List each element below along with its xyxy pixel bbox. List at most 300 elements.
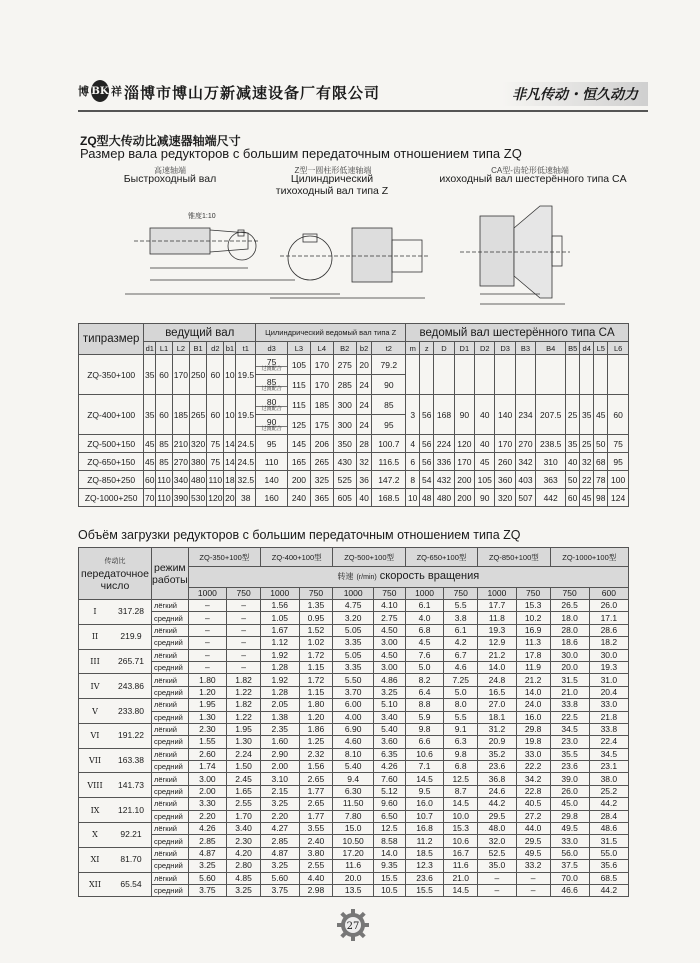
t1-cell: 35 bbox=[144, 395, 156, 435]
t2-cell: 1.55 bbox=[188, 736, 226, 748]
t2-cell: 10.50 bbox=[333, 835, 373, 847]
t2-cell: 8.58 bbox=[373, 835, 405, 847]
t1-size-cell: ZQ-400+100 bbox=[79, 395, 144, 435]
t2-cell: – bbox=[516, 872, 550, 884]
t1-cell bbox=[420, 355, 434, 395]
t2-cell: 10.0 bbox=[444, 810, 478, 822]
t1-cell: 60 bbox=[608, 395, 629, 435]
t1-cell bbox=[594, 355, 608, 395]
t2-ratio-value: 191.22 bbox=[118, 730, 144, 741]
t2-ratio-wrap bbox=[79, 773, 151, 797]
t2-cell: 2.15 bbox=[261, 785, 299, 797]
t1-cell: 68 bbox=[594, 453, 608, 471]
shaft-dimensions-table bbox=[78, 323, 629, 507]
t1-cell: 380 bbox=[189, 453, 206, 471]
t2-cell: 15.5 bbox=[405, 884, 443, 896]
t2-cell: 34.5 bbox=[589, 748, 628, 760]
t1-cell: 224 bbox=[434, 435, 454, 453]
t2-cell: 8.7 bbox=[444, 785, 478, 797]
t1-cell: 6 bbox=[406, 453, 420, 471]
t1-cell: 32 bbox=[580, 453, 594, 471]
t1-row bbox=[79, 395, 629, 415]
t2-cell: 7.80 bbox=[333, 810, 373, 822]
t2-row-medium bbox=[79, 785, 629, 797]
t2-cell: 13.5 bbox=[333, 884, 373, 896]
t2-cell: 2.32 bbox=[299, 748, 333, 760]
caption-high-ru: Быстроходный вал bbox=[123, 173, 217, 185]
t2-cell: 2.30 bbox=[227, 835, 261, 847]
t1-cell: 40 bbox=[475, 395, 495, 435]
t2-cell: 3.25 bbox=[373, 686, 405, 698]
t2-cell: 23.6 bbox=[550, 761, 589, 773]
t2-mode-light: лёгкий bbox=[152, 773, 189, 785]
t2-row-light bbox=[79, 798, 629, 810]
t2-cell: 15.3 bbox=[444, 823, 478, 835]
t1-col-header: L1 bbox=[156, 342, 173, 355]
t2-row-light bbox=[79, 823, 629, 835]
t2-cell: 10.5 bbox=[373, 884, 405, 896]
t2-cell: 2.40 bbox=[299, 835, 333, 847]
t2-mode-medium: средний bbox=[152, 761, 189, 773]
t2-cell: 6.00 bbox=[333, 699, 373, 711]
t2-cell: 2.98 bbox=[299, 884, 333, 896]
t1-cell: 140 bbox=[495, 395, 515, 435]
t2-cell: 11.9 bbox=[516, 661, 550, 673]
t1-col-header: B5 bbox=[566, 342, 580, 355]
t2-cell: 19.8 bbox=[516, 736, 550, 748]
t1-cell: 14 bbox=[224, 453, 236, 471]
t2-cell: 1.80 bbox=[299, 699, 333, 711]
t1-col-header: d3 bbox=[256, 342, 288, 355]
t2-cell: 2.35 bbox=[261, 723, 299, 735]
load-capacity-table bbox=[78, 547, 629, 897]
t2-cell: 2.60 bbox=[188, 748, 226, 760]
t1-cell bbox=[608, 355, 629, 395]
t1-cell: 125 bbox=[287, 415, 310, 435]
t1-col-header: t1 bbox=[236, 342, 256, 355]
t2-rpm-cell: 1000 bbox=[478, 588, 516, 600]
t2-cell: 1.15 bbox=[299, 686, 333, 698]
t2-rpm-cell: 1000 bbox=[261, 588, 299, 600]
t2-cell: 1.38 bbox=[261, 711, 299, 723]
t1-cell: 24 bbox=[356, 415, 372, 435]
t1-cell: 3 bbox=[406, 395, 420, 435]
t2-cell: 1.56 bbox=[261, 600, 299, 612]
t1-cell: 50 bbox=[566, 471, 580, 489]
t2-cell: 68.5 bbox=[589, 872, 628, 884]
taper-label: 锥度1:10 bbox=[188, 213, 216, 220]
t2-cell: 1.67 bbox=[261, 624, 299, 636]
t1-cell: 507 bbox=[515, 489, 535, 507]
t1-cell: 18 bbox=[224, 471, 236, 489]
t2-cell: 2.24 bbox=[227, 748, 261, 760]
t2-cell: 44.2 bbox=[589, 884, 628, 896]
t1-cell bbox=[406, 355, 420, 395]
t1-cell: 265 bbox=[310, 453, 333, 471]
t1-cell: 300 bbox=[333, 415, 356, 435]
t2-cell: 9.5 bbox=[405, 785, 443, 797]
t2-cell: 29.5 bbox=[516, 835, 550, 847]
t2-cell: 36.8 bbox=[478, 773, 516, 785]
t2-ratio-cell bbox=[79, 748, 152, 773]
t2-cell: 12.9 bbox=[478, 637, 516, 649]
t2-row-light bbox=[79, 649, 629, 661]
t1-size-header: типразмер bbox=[79, 324, 144, 355]
t1-cell: 22 bbox=[580, 471, 594, 489]
t2-rpm-cell: 750 bbox=[444, 588, 478, 600]
t2-cell: 1.95 bbox=[227, 723, 261, 735]
t2-cell: 27.0 bbox=[478, 699, 516, 711]
t1-cell: 75 bbox=[207, 453, 224, 471]
t1-col-header: b1 bbox=[225, 343, 235, 353]
t1-size-cell: ZQ-350+100 bbox=[79, 355, 144, 395]
t2-cell: 29.8 bbox=[516, 723, 550, 735]
t2-ratio-wrap bbox=[79, 823, 151, 847]
t2-mode-light: лёгкий bbox=[152, 798, 189, 810]
t1-fit-note: 过渡配合 bbox=[261, 405, 282, 412]
t1-cell: 24 bbox=[356, 395, 372, 415]
t2-cell: 1.52 bbox=[299, 624, 333, 636]
t2-cell: 23.6 bbox=[405, 872, 443, 884]
t1-cell: 170 bbox=[310, 355, 333, 375]
t1-cell: 170 bbox=[495, 435, 515, 453]
t1-cell: 116.5 bbox=[372, 453, 406, 471]
t2-cell: 21.8 bbox=[589, 711, 628, 723]
t2-cell: – bbox=[227, 624, 261, 636]
t1-cell: 56 bbox=[420, 435, 434, 453]
t2-row-medium bbox=[79, 835, 629, 847]
t2-mode-medium: средний bbox=[152, 810, 189, 822]
t2-cell: 9.35 bbox=[373, 860, 405, 872]
t2-cell: 22.8 bbox=[516, 785, 550, 797]
t1-cell: 350 bbox=[333, 435, 356, 453]
t2-cell: 1.72 bbox=[299, 649, 333, 661]
t1-cell: 60 bbox=[144, 471, 156, 489]
t1-cell: 10 bbox=[406, 489, 420, 507]
t1-cell: 56 bbox=[420, 395, 434, 435]
t2-cell: 15.0 bbox=[333, 823, 373, 835]
t2-cell: 26.0 bbox=[589, 600, 628, 612]
t2-cell: 11.6 bbox=[444, 860, 478, 872]
t2-ratio-value: 121.10 bbox=[118, 804, 144, 815]
t2-cell: – bbox=[227, 600, 261, 612]
t2-mode-medium: средний bbox=[152, 835, 189, 847]
t1-cell: 250 bbox=[189, 355, 206, 395]
t2-cell: 33.0 bbox=[516, 748, 550, 760]
t1-cell: 430 bbox=[333, 453, 356, 471]
t2-cell: 21.2 bbox=[516, 674, 550, 686]
t1-cell: 238.5 bbox=[536, 435, 566, 453]
t2-cell: 2.90 bbox=[261, 748, 299, 760]
t2-cell: 48.0 bbox=[478, 823, 516, 835]
t1-cell: 432 bbox=[434, 471, 454, 489]
t2-cell: 20.0 bbox=[550, 661, 589, 673]
t2-cell: 33.8 bbox=[589, 723, 628, 735]
t2-cell: 23.1 bbox=[589, 761, 628, 773]
t2-cell: 4.0 bbox=[405, 612, 443, 624]
t2-mode-medium: средний bbox=[152, 711, 189, 723]
t2-cell: 56.0 bbox=[550, 847, 589, 859]
t1-group-ca: ведомый вал шестерённого типа CA bbox=[406, 324, 629, 342]
t1-cell: 480 bbox=[189, 471, 206, 489]
t2-cell: 31.5 bbox=[550, 674, 589, 686]
t2-cell: 2.00 bbox=[188, 785, 226, 797]
t2-ratio-wrap bbox=[79, 600, 151, 624]
t1-cell: 605 bbox=[333, 489, 356, 507]
t2-mode-light: лёгкий bbox=[152, 847, 189, 859]
t2-model-header: ZQ-500+100型 bbox=[333, 548, 405, 567]
t2-cell: 3.25 bbox=[261, 798, 299, 810]
t1-cell: 234 bbox=[515, 395, 535, 435]
t1-fit-note: 过渡配合 bbox=[261, 385, 282, 392]
title-ru: Размер вала редукторов с большим передаточным отношением типа ZQ bbox=[80, 146, 522, 161]
t2-ratio-wrap bbox=[79, 749, 151, 773]
t2-cell: 14.0 bbox=[478, 661, 516, 673]
t1-cell: 48 bbox=[420, 489, 434, 507]
t2-cell: 6.7 bbox=[444, 649, 478, 661]
company-logo bbox=[78, 78, 122, 104]
t1-cell bbox=[454, 355, 474, 395]
t1-cell bbox=[536, 355, 566, 395]
t2-cell: 2.30 bbox=[188, 723, 226, 735]
t2-cell: 5.5 bbox=[444, 711, 478, 723]
t2-cell: 1.05 bbox=[261, 612, 299, 624]
t2-cell: 19.3 bbox=[478, 624, 516, 636]
t2-row-light bbox=[79, 624, 629, 636]
t1-cell: 19.5 bbox=[236, 355, 256, 395]
t2-cell: 35.5 bbox=[550, 748, 589, 760]
caption-ca-ru: ихоходный вал шестерённого типа CA bbox=[439, 173, 627, 185]
t2-cell: 1.86 bbox=[299, 723, 333, 735]
t2-rpm-cell: 1000 bbox=[333, 588, 373, 600]
t2-cell: 44.2 bbox=[478, 798, 516, 810]
t2-rpm-cell: 750 bbox=[299, 588, 333, 600]
t1-cell: 110 bbox=[207, 471, 224, 489]
t2-cell: 35.6 bbox=[589, 860, 628, 872]
t1-col-header: B2 bbox=[333, 342, 356, 355]
t2-cell: 2.75 bbox=[373, 612, 405, 624]
t2-ratio-wrap bbox=[79, 798, 151, 822]
t1-cell: 78 bbox=[594, 471, 608, 489]
t2-cell: 16.5 bbox=[478, 686, 516, 698]
t2-row-light bbox=[79, 674, 629, 686]
t2-cell: 4.50 bbox=[373, 624, 405, 636]
t2-cell: 3.25 bbox=[188, 860, 226, 872]
t2-cell: 8.8 bbox=[405, 699, 443, 711]
t2-cell: 6.35 bbox=[373, 748, 405, 760]
t2-cell: 6.1 bbox=[444, 624, 478, 636]
t2-cell: 2.05 bbox=[261, 699, 299, 711]
t2-cell: 5.05 bbox=[333, 649, 373, 661]
t2-cell: 31.0 bbox=[589, 674, 628, 686]
t2-cell: 33.2 bbox=[516, 860, 550, 872]
t2-cell: 1.28 bbox=[261, 686, 299, 698]
t1-cell: 70 bbox=[144, 489, 156, 507]
t2-rpm-cell: 1000 bbox=[188, 588, 226, 600]
page-header bbox=[78, 72, 648, 112]
t2-ratio-cell bbox=[79, 773, 152, 798]
t2-roman-numeral: VII bbox=[88, 756, 102, 766]
t2-cell: 31.5 bbox=[589, 835, 628, 847]
t1-row bbox=[79, 471, 629, 489]
t2-cell: 0.95 bbox=[299, 612, 333, 624]
t2-roman-numeral: III bbox=[90, 656, 100, 666]
t2-cell: 1.74 bbox=[188, 761, 226, 773]
t2-model-header: ZQ-850+100型 bbox=[478, 548, 550, 567]
t2-ratio-value: 219.9 bbox=[120, 631, 142, 642]
t1-d3-value: 80 bbox=[256, 398, 287, 407]
t2-cell: 17.1 bbox=[589, 612, 628, 624]
t2-cell: 1.15 bbox=[299, 661, 333, 673]
title-cn: ZQ型大传动比减速器轴端尺寸 bbox=[80, 134, 241, 148]
t1-cell: 40 bbox=[475, 435, 495, 453]
t2-ratio-value: 265.71 bbox=[118, 655, 144, 666]
t2-ratio-value: 81.70 bbox=[120, 854, 142, 865]
t2-cell: 11.50 bbox=[333, 798, 373, 810]
t1-cell: 170 bbox=[454, 453, 474, 471]
t2-cell: 24.8 bbox=[478, 674, 516, 686]
t2-cell: 4.40 bbox=[299, 872, 333, 884]
t1-cell: 45 bbox=[144, 453, 156, 471]
t1-cell: 79.2 bbox=[372, 355, 406, 375]
t2-row-medium bbox=[79, 736, 629, 748]
t2-cell: 52.5 bbox=[478, 847, 516, 859]
t2-cell: 18.1 bbox=[478, 711, 516, 723]
t1-cell: 115 bbox=[287, 395, 310, 415]
t2-cell: 10.6 bbox=[405, 748, 443, 760]
t1-cell: 28 bbox=[356, 435, 372, 453]
t1-cell: 160 bbox=[256, 489, 288, 507]
table2-title: Объём загрузки редукторов с большим передаточным отношением типа ZQ bbox=[78, 528, 521, 542]
t2-ratio-cell bbox=[79, 674, 152, 699]
t2-cell: 3.40 bbox=[227, 823, 261, 835]
t2-cell: 1.20 bbox=[299, 711, 333, 723]
logo-char-right: 祥 bbox=[111, 85, 122, 98]
t2-cell: 8.0 bbox=[444, 699, 478, 711]
t2-cell: 16.7 bbox=[444, 847, 478, 859]
t2-cell: 18.5 bbox=[405, 847, 443, 859]
t1-cell: 19.5 bbox=[236, 395, 256, 435]
t1-cell: 207.5 bbox=[536, 395, 566, 435]
t2-ratio-ru: передаточное число bbox=[81, 567, 149, 592]
t2-cell: 5.0 bbox=[405, 661, 443, 673]
t1-group-z: Цилиндрический ведомый вал типа Z bbox=[256, 324, 406, 342]
t2-cell: 10.6 bbox=[444, 835, 478, 847]
t1-cell: 75 bbox=[608, 435, 629, 453]
t1-d3-cell bbox=[256, 355, 288, 375]
t2-cell: 44.0 bbox=[516, 823, 550, 835]
t1-cell: 165 bbox=[287, 453, 310, 471]
t2-speed-cn: 转速 bbox=[337, 572, 354, 581]
t1-cell: 124 bbox=[608, 489, 629, 507]
t1-cell: 270 bbox=[515, 435, 535, 453]
t1-cell: 10 bbox=[224, 355, 236, 395]
t2-rpm-cell: 750 bbox=[227, 588, 261, 600]
t1-cell: 38 bbox=[236, 489, 256, 507]
t1-cell: 35 bbox=[580, 395, 594, 435]
t2-cell: 1.20 bbox=[188, 686, 226, 698]
t2-cell: 1.28 bbox=[261, 661, 299, 673]
t2-mode-light: лёгкий bbox=[152, 624, 189, 636]
t1-cell: 4 bbox=[406, 435, 420, 453]
t2-cell: 5.0 bbox=[444, 686, 478, 698]
t1-cell: 265 bbox=[189, 395, 206, 435]
t2-cell: 30.0 bbox=[589, 649, 628, 661]
t1-d3-value: 90 bbox=[256, 418, 287, 427]
t1-cell: 275 bbox=[333, 355, 356, 375]
t2-cell: 6.3 bbox=[444, 736, 478, 748]
t1-cell: 50 bbox=[594, 435, 608, 453]
t1-cell: 45 bbox=[144, 435, 156, 453]
t2-cell: 1.92 bbox=[261, 674, 299, 686]
t2-cell: 44.2 bbox=[589, 798, 628, 810]
t2-row-medium bbox=[79, 686, 629, 698]
high-speed-shaft-drawing bbox=[125, 211, 340, 294]
logo-mark: BK bbox=[91, 80, 109, 102]
t1-cell bbox=[475, 355, 495, 395]
t2-cell: 5.05 bbox=[333, 624, 373, 636]
page-number: 27 bbox=[346, 921, 360, 932]
t1-col-header: L4 bbox=[310, 342, 333, 355]
t2-cell: – bbox=[227, 612, 261, 624]
t1-cell: 120 bbox=[207, 489, 224, 507]
t2-cell: – bbox=[188, 624, 226, 636]
t2-cell: 1.80 bbox=[188, 674, 226, 686]
t2-cell: 1.70 bbox=[227, 810, 261, 822]
t1-cell: 60 bbox=[566, 489, 580, 507]
t2-ratio-cell bbox=[79, 649, 152, 674]
t2-row-light bbox=[79, 773, 629, 785]
caption-z-ru2: тихоходный вал типа Z bbox=[275, 185, 389, 197]
t2-ratio-wrap bbox=[79, 674, 151, 698]
t1-cell: 95 bbox=[256, 435, 288, 453]
t2-cell: 1.77 bbox=[299, 785, 333, 797]
t2-cell: 15.5 bbox=[373, 872, 405, 884]
t2-cell: 3.00 bbox=[373, 637, 405, 649]
t2-cell: 3.75 bbox=[188, 884, 226, 896]
t2-mode-medium: средний bbox=[152, 860, 189, 872]
t1-col-header: D1 bbox=[454, 342, 474, 355]
t1-cell: 270 bbox=[172, 453, 189, 471]
t2-cell: 4.85 bbox=[227, 872, 261, 884]
t1-d3-cell bbox=[256, 395, 288, 415]
t2-cell: – bbox=[188, 637, 226, 649]
t1-cell: 145 bbox=[287, 435, 310, 453]
t1-d3-cell bbox=[256, 415, 288, 435]
t1-cell: 115 bbox=[287, 375, 310, 395]
t2-ratio-wrap bbox=[79, 625, 151, 649]
t2-cell: 9.8 bbox=[444, 748, 478, 760]
t2-cell: – bbox=[188, 612, 226, 624]
t2-rpm-cell: 750 bbox=[550, 588, 589, 600]
t2-cell: 26.5 bbox=[550, 600, 589, 612]
t2-cell: 3.75 bbox=[261, 884, 299, 896]
t1-cell: 45 bbox=[594, 395, 608, 435]
t2-cell: 5.10 bbox=[373, 699, 405, 711]
t2-cell: 4.60 bbox=[333, 736, 373, 748]
t2-cell: 2.45 bbox=[227, 773, 261, 785]
t2-cell: 37.5 bbox=[550, 860, 589, 872]
t1-cell: 25 bbox=[580, 435, 594, 453]
z-shaft-drawing bbox=[270, 228, 430, 298]
t2-row-medium bbox=[79, 761, 629, 773]
t2-cell: 33.0 bbox=[589, 699, 628, 711]
t2-cell: 6.8 bbox=[405, 624, 443, 636]
t2-cell: 3.00 bbox=[373, 661, 405, 673]
t1-cell: 35 bbox=[144, 355, 156, 395]
t1-cell: 60 bbox=[207, 355, 224, 395]
t1-cell: 120 bbox=[454, 435, 474, 453]
